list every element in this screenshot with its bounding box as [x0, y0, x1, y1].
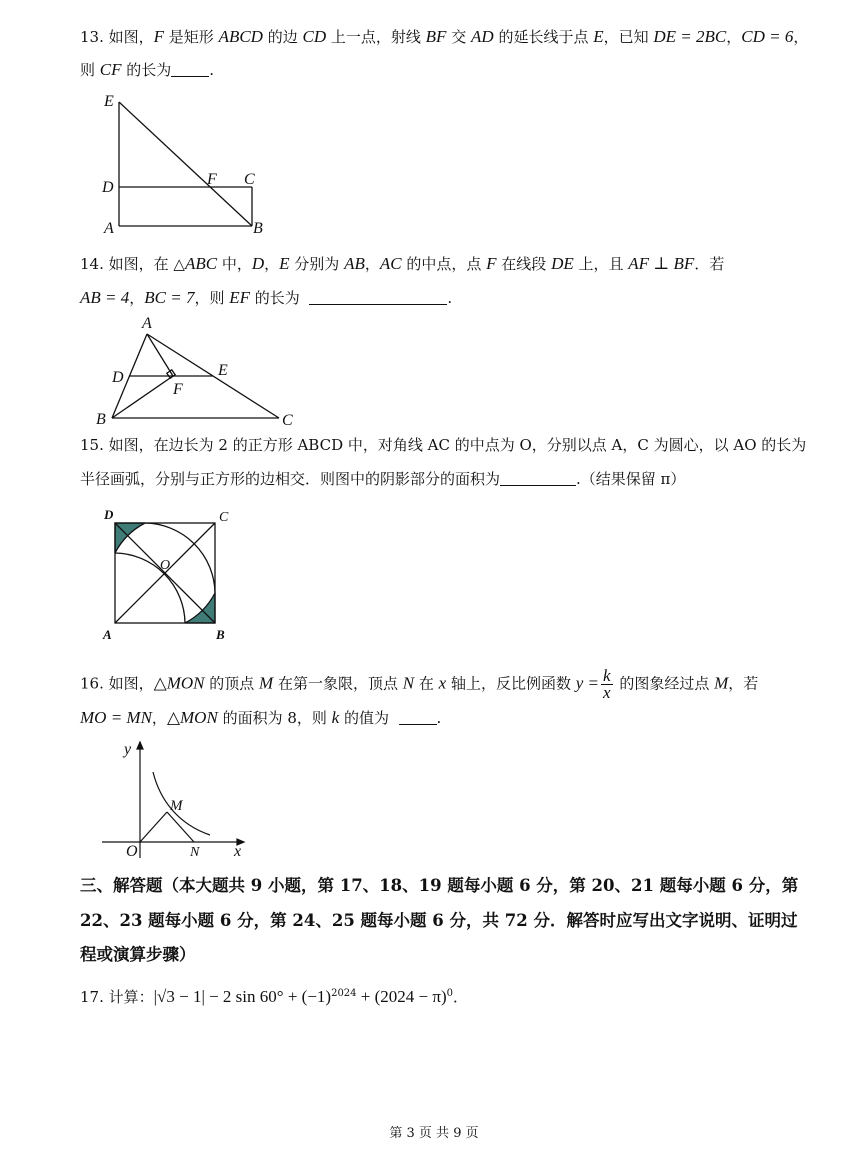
q16-text: 在 — [414, 674, 439, 693]
fraction-numerator: k — [603, 666, 611, 685]
answer-blank[interactable] — [500, 471, 576, 486]
label-x: x — [234, 843, 242, 860]
q16-var: y = — [575, 673, 600, 693]
label-o: O — [126, 843, 138, 860]
answer-blank[interactable] — [399, 710, 437, 725]
label-f: F — [173, 381, 183, 398]
q14-line2 — [80, 288, 452, 308]
section3-heading-line1 — [80, 876, 798, 896]
page-footer: 第 3 页 共 9 页 — [389, 1126, 479, 1141]
q17-expression: |√3 − 1| − 2 sin 60° + (−1) — [153, 987, 332, 1006]
label-a: A — [104, 220, 114, 237]
q14-var: E — [279, 254, 290, 273]
q14-text: 的长为 — [250, 289, 300, 307]
q16-text: ，若 — [728, 674, 759, 693]
label-e: E — [218, 362, 228, 379]
label-n: N — [190, 845, 200, 860]
q14-text: ．若 — [694, 255, 725, 273]
label-d: D — [112, 369, 124, 386]
q14-var: BC = 7 — [144, 288, 195, 307]
y-axis-arrow — [137, 742, 143, 749]
q16-var: N — [402, 673, 415, 693]
q14-var: DE — [551, 254, 574, 273]
q14-var: AB — [344, 254, 365, 273]
section3-text: 三、解答题（本大题共 9 小题，第 17、18、19 题每小题 6 分，第 20、21 题每小题 6 分，第 — [80, 876, 799, 895]
q13-var: CD = 6 — [741, 27, 794, 46]
q16-text: 轴上，反比例函数 — [446, 674, 576, 693]
label-d: D — [104, 507, 114, 522]
q15-text: 半径画弧，分别与正方形的边相交．则图中的阴影部分的面积为 — [80, 470, 501, 488]
q15-line1 — [80, 435, 806, 455]
q16-var: MO = MN — [80, 708, 152, 727]
label-c: C — [282, 412, 293, 429]
q13-var: ABCD — [218, 27, 263, 46]
label-m: M — [170, 798, 183, 814]
q13-var: AD — [471, 27, 494, 46]
q14-var: EF — [229, 288, 251, 307]
q13-text: 的边 — [262, 28, 303, 46]
q16-line2 — [80, 708, 441, 728]
q14-var: D — [251, 254, 265, 273]
section3-heading-line3 — [80, 945, 196, 965]
segment-om — [140, 812, 167, 842]
q13-text: ，已知 — [603, 28, 654, 46]
q14-var: F — [486, 254, 497, 273]
q14-text: 14. 如图，在 △ — [80, 255, 185, 273]
q17-label: 17. 计算： — [80, 988, 154, 1006]
q17-expression: + (2024 − π) — [356, 987, 447, 1006]
label-o: O — [160, 558, 171, 573]
q16-text: 的图象经过点 — [614, 674, 715, 693]
q16-text: 在第一象限，顶点 — [273, 674, 403, 693]
q16-var: x — [438, 673, 447, 693]
q15-line2 — [80, 469, 685, 489]
q13-text: 13. 如图， — [80, 28, 154, 46]
q13-var: CF — [99, 60, 122, 79]
q13-text: 的长为 — [121, 61, 172, 79]
q14-text: 上，且 — [573, 255, 629, 273]
q14-text: ，则 — [194, 289, 230, 307]
q13-text: 上一点，射线 — [326, 28, 426, 46]
q14-text: 中， — [217, 255, 252, 273]
segment-mn — [167, 812, 194, 842]
fraction-k-over-x — [601, 668, 613, 701]
q14-text: 分别为 — [289, 255, 345, 273]
q14-var: AC — [379, 254, 402, 273]
label-f: F — [207, 171, 217, 188]
segment-eb — [119, 102, 252, 226]
q15-text: .（结果保留 π） — [576, 470, 686, 488]
section3-heading-line2 — [80, 911, 797, 931]
q14-text: ， — [364, 255, 380, 273]
fraction-denominator: x — [603, 683, 611, 702]
q16-text: 的面积为 8，则 — [217, 709, 332, 727]
q13-text: 交 — [446, 28, 471, 46]
q13-var: DE = 2BC — [653, 27, 727, 46]
q14-text: . — [447, 289, 453, 307]
q16-text: . — [436, 709, 442, 727]
segment-af — [147, 334, 173, 376]
q13-text: . — [209, 61, 215, 79]
q16-line1 — [80, 668, 758, 701]
q13-line2 — [80, 60, 214, 80]
q17-line — [80, 984, 468, 1007]
q14-text: ， — [129, 289, 145, 307]
q15-figure — [98, 505, 238, 645]
q13-text: 的延长线于点 — [493, 28, 594, 46]
section3-text: 22、23 题每小题 6 分，第 24、25 题每小题 6 分，共 72 分．解答时应写出文字说明、证明过 — [80, 911, 798, 930]
q14-text: 的中点，点 — [401, 255, 487, 273]
q14-var: AF ⊥ BF — [628, 254, 695, 273]
label-b: B — [96, 411, 106, 428]
q16-figure — [98, 732, 258, 862]
label-c: C — [244, 171, 255, 188]
answer-blank[interactable] — [309, 290, 447, 305]
q16-text: ， — [151, 709, 167, 727]
q14-var: AB = 4 — [80, 288, 130, 307]
q17-text: ． — [453, 988, 469, 1006]
q16-var: △MON — [166, 708, 218, 727]
label-e: E — [104, 93, 114, 110]
q16-var: M — [259, 673, 274, 693]
label-c: C — [219, 510, 229, 525]
answer-blank[interactable] — [171, 62, 209, 77]
q13-text: 是矩形 — [164, 28, 219, 46]
q14-line1 — [80, 254, 724, 274]
section3-text: 程或演算步骤） — [80, 945, 196, 964]
q13-var: E — [593, 27, 604, 46]
label-d: D — [102, 179, 114, 196]
label-y: y — [124, 741, 132, 758]
q13-var: CD — [302, 27, 327, 46]
q14-figure — [92, 312, 302, 430]
q13-text: ， — [793, 28, 809, 46]
q16-text: 16. 如图， — [80, 674, 154, 693]
q17-exponent: 0 — [446, 988, 453, 999]
q15-text: 15. 如图，在边长为 2 的正方形 ABCD 中，对角线 AC 的中点为 O，分别以点 A，C 为圆心，以 AO 的长为 — [80, 436, 807, 454]
q13-line1 — [80, 27, 808, 47]
q14-text: 在线段 — [496, 255, 552, 273]
q13-text: ， — [726, 28, 742, 46]
label-a: A — [142, 315, 152, 332]
q16-var: k — [331, 708, 340, 727]
label-b: B — [253, 220, 263, 237]
q13-text: 则 — [80, 61, 100, 79]
label-a: A — [103, 627, 112, 642]
q14-text: ， — [264, 255, 280, 273]
q13-var: F — [153, 27, 165, 46]
q13-figure — [95, 88, 275, 238]
q16-var: M — [714, 673, 729, 693]
q16-text: 的值为 — [339, 709, 389, 727]
q16-var: △MON — [153, 673, 205, 693]
q13-var: BF — [425, 27, 447, 46]
label-b: B — [216, 627, 225, 642]
q14-var: ABC — [184, 254, 218, 273]
q16-text: 的顶点 — [204, 674, 260, 693]
q17-exponent: 2024 — [331, 988, 357, 999]
